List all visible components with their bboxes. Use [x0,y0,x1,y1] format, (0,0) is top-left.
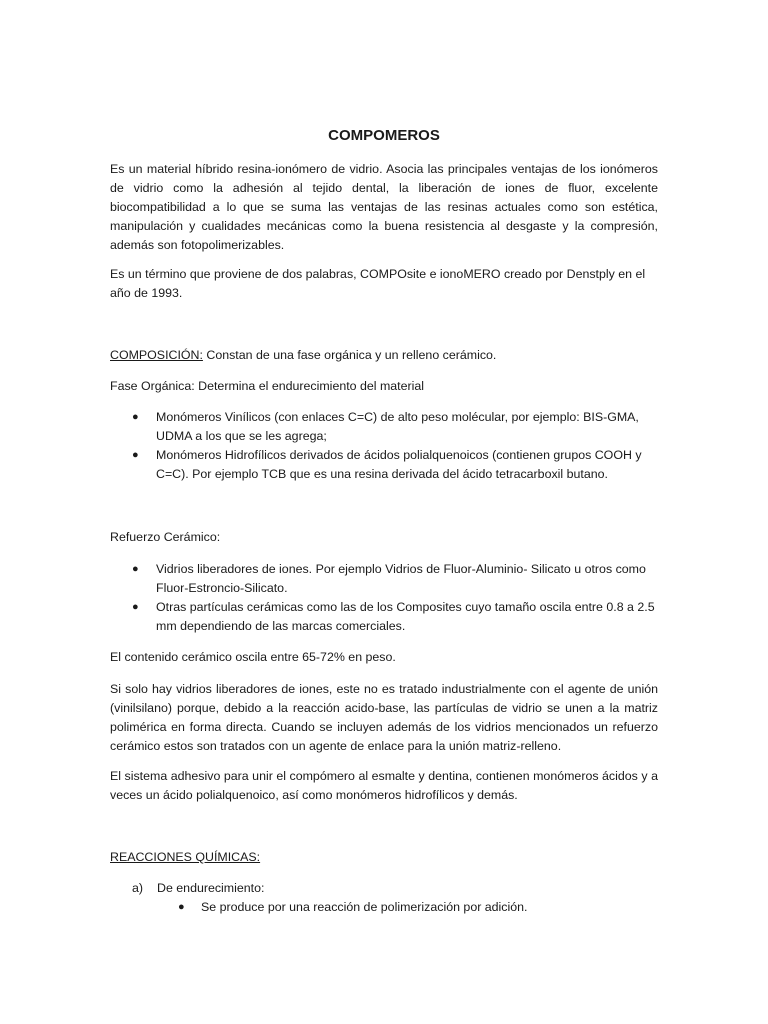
bullet-icon: ● [178,901,185,913]
list-item [110,446,658,484]
list-item [110,408,658,446]
refuerzo-bullet-list [110,560,658,636]
vidrios-paragraph: Si solo hay vidrios liberadores de iones, este no es tratado industrialmente con el agente de unión (vinilsilano) porque, debido a la reacción acido-base, las partículas de vidrio se unen a la matriz polimérica en forma directa. Cuando se incluyen además de los vidrios mencionados un refuerzo cerámico estos son tratados con un agente de enlace para la unión matriz-relleno. [110,682,658,753]
bullet-icon: ● [132,449,139,461]
refuerzo-heading: Refuerzo Cerámico: [110,530,221,544]
document-title: COMPOMEROS [328,127,440,144]
fase-organica-heading: Fase Orgánica: Determina el endurecimiento del material [110,379,425,393]
list-item [110,598,658,636]
reacciones-heading: REACCIONES QUÍMICAS: [110,850,261,864]
list-item-text: Monómeros Vinílicos (con enlaces C=C) de alto peso molécular, por ejemplo: BIS-GMA, UDMA a los que se les agrega; [156,410,639,443]
bullet-icon: ● [132,563,139,575]
composicion-paragraph [110,346,658,365]
contenido-paragraph: El contenido cerámico oscila entre 65-72% en peso. [110,650,396,664]
list-item [110,560,658,598]
intro-paragraph-2: Es un término que proviene de dos palabras, COMPOsite e ionoMERO creado por Denstply en el año de 1993. [110,267,646,300]
bullet-icon: ● [132,601,139,613]
document-page [110,0,658,1024]
bullet-icon: ● [132,411,139,423]
composicion-heading: COMPOSICIÓN: [110,348,203,362]
list-item-text: Monómeros Hidrofílicos derivados de ácidos polialquenoicos (contienen grupos COOH y C=C). Por ejemplo TCB que es una resina derivada del ácido tetracarboxil butano. [156,448,642,481]
composicion-bullet-list [110,408,658,484]
item-a-marker: a) [132,881,144,895]
list-item-text: Otras partículas cerámicas como las de los Composites cuyo tamaño oscila entre 0.8 a 2.5 mm dependiendo de las marcas comerciales. [156,600,655,633]
composicion-text: Constan de una fase orgánica y un relleno cerámico. [202,348,497,362]
adhesivo-paragraph: El sistema adhesivo para unir el compómero al esmalte y dentina, contienen monómeros ácidos y a veces un ácido polialquenoico, así como monómeros hidrofílicos y demás. [110,769,658,802]
item-a-text: De endurecimiento: [157,881,265,895]
list-item-text: Vidrios liberadores de iones. Por ejemplo Vidrios de Fluor-Aluminio- Silicato u otros como Fluor-Estroncio-Silicato. [156,562,646,595]
intro-paragraph-1: Es un material híbrido resina-ionómero de vidrio. Asocia las principales ventajas de los ionómeros de vidrio como la adhesión al tejido dental, la liberación de iones de fluor, excelente biocompatibilidad a lo que se suma las ventajas de las resinas actuales como son estética, manipulación y cualidades mecánicas como la buena resistencia al desgaste y la compresión, además son fotopolimerizables. [110,162,658,252]
sub-bullet-text: Se produce por una reacción de polimerización por adición. [201,900,528,914]
